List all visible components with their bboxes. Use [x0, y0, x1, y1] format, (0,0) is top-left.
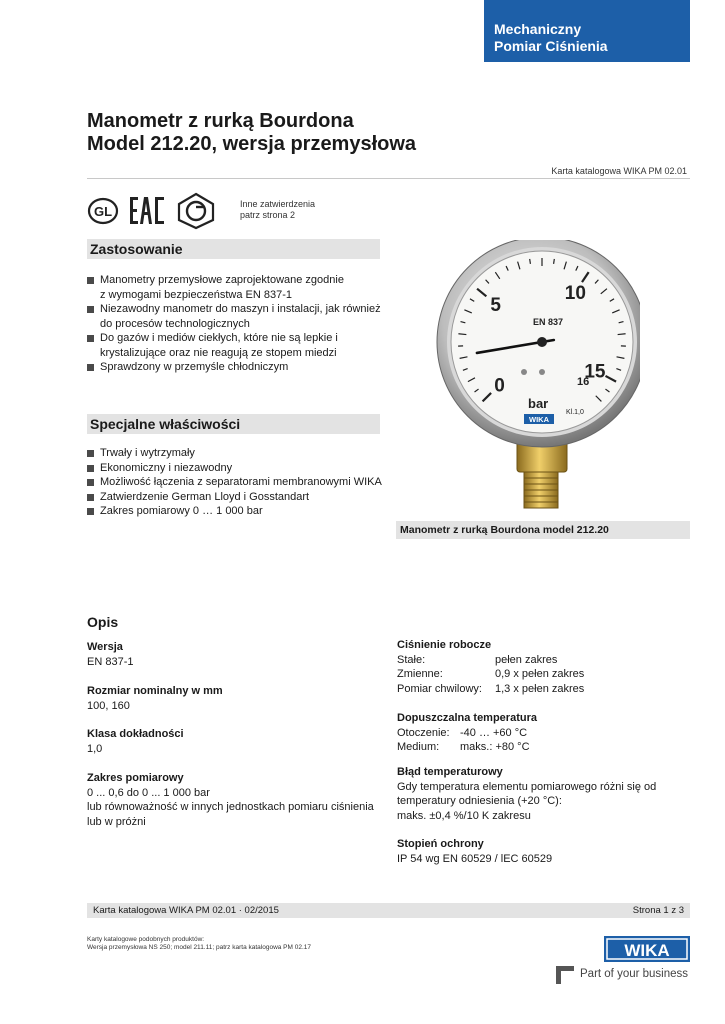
spec-key: Stałe: [397, 653, 426, 666]
tagline-text: Part of your business [580, 968, 689, 980]
list-item-text: do procesów technologicznych [100, 317, 250, 330]
list-item-text: krystalizujące oraz nie reagują ze stopem miedzi [100, 346, 337, 359]
spec-heading: Zakres pomiarowy [87, 772, 184, 784]
list-item: Możliwość łączenia z separatorami membranowymi WIKA [87, 475, 382, 490]
category-line2: Pomiar Ciśnienia [494, 38, 608, 54]
list-item [87, 302, 381, 331]
spec-cisnienie [397, 638, 584, 696]
product-image [420, 240, 640, 525]
spec-value: EN 837-1 [87, 655, 134, 668]
spec-value: temperatury odniesienia (+20 °C): [397, 795, 562, 807]
gauge-standard-label: EN 837 [533, 317, 564, 327]
spec-value: maks. ±0,4 %/10 K zakresu [397, 809, 531, 822]
list-item-text: Niezawodny manometr do maszyn i instalacji, jak również [100, 303, 381, 315]
spec-wersja [87, 640, 133, 669]
approvals-note-line1: Inne zatwierdzenia [240, 199, 316, 209]
spec-temperatura [397, 711, 537, 755]
section-heading-zastosowanie: Zastosowanie [87, 239, 380, 259]
brand-tagline [556, 965, 690, 985]
gauge-tick [458, 334, 466, 335]
wika-logo [604, 936, 690, 962]
category-box [484, 0, 690, 62]
spec-rozmiar [87, 684, 223, 713]
gauge-sub-label: 16 [577, 376, 590, 388]
spec-value: lub w próżni [87, 815, 146, 828]
spec-heading: Stopień ochrony [397, 838, 484, 850]
svg-text:GL: GL [93, 204, 113, 219]
spec-value: 0 ... 0,6 do 0 ... 1 000 bar [87, 786, 210, 799]
gauge-scale-label: 0 [494, 375, 505, 397]
spec-value: -40 … +60 °C [460, 726, 528, 739]
gauge-scale-label: 10 [564, 283, 586, 305]
gauge-scale-label: 15 [584, 361, 606, 383]
page-number: Strona 1 z 3 [632, 905, 684, 916]
approvals-note [240, 199, 315, 221]
spec-heading: Błąd temperaturowy [397, 766, 503, 778]
gauge-tick [618, 334, 626, 335]
gauge-tick [530, 259, 531, 264]
divider [87, 178, 690, 179]
tagline-square-icon [556, 966, 574, 984]
footer-doc-ref: Karta katalogowa WIKA PM 02.01 · 02/2015 [93, 905, 279, 916]
eac-mark-icon [130, 197, 164, 224]
title-line1: Manometr z rurką Bourdona [87, 110, 354, 132]
spec-value: 100, 160 [87, 699, 130, 712]
gauge-class-label: Kl.1,0 [566, 409, 584, 416]
list-item [87, 360, 381, 375]
note-line1: Karty katalogowe podobnych produktów: [87, 936, 205, 943]
list-item-text: Do gazów i mediów ciekłych, które nie są lepkie i [100, 332, 338, 344]
spec-heading: Dopuszczalna temperatura [397, 712, 537, 724]
zastosowanie-list [87, 273, 381, 375]
list-item: Zatwierdzenie German Lloyd i Gosstandart [87, 490, 382, 505]
spec-blad [397, 765, 656, 823]
page-footer [87, 903, 690, 918]
spec-value: maks.: +80 °C [460, 741, 530, 753]
list-item: Trwały i wytrzymały [87, 446, 382, 461]
approvals-note-line2: patrz strona 2 [240, 210, 296, 220]
datasheet-ref: Karta katalogowa WIKA PM 02.01 [551, 166, 687, 176]
section-heading-opis: Opis [87, 614, 119, 630]
gauge-tick [554, 259, 555, 264]
related-products-note [87, 936, 311, 952]
list-item-text: Manometry przemysłowe zaprojektowane zgodnie [100, 274, 344, 286]
list-item [87, 273, 381, 302]
section-heading-wlasciwosci: Specjalne właściwości [87, 414, 380, 434]
note-line2: Wersja przemysłowa NS 250; model 211.11; patrz karta katalogowa PM 02.17 [87, 944, 311, 951]
gost-mark-icon [179, 194, 213, 228]
spec-ochrona [397, 837, 552, 866]
list-item-text: z wymogami bezpieczeństwa EN 837-1 [100, 288, 292, 301]
spec-zakres [87, 771, 374, 829]
spec-key: Otoczenie: [397, 726, 450, 739]
spec-value: Gdy temperatura elementu pomiarowego różni się od [397, 780, 657, 793]
gl-mark-icon [89, 199, 117, 223]
spec-value: IP 54 wg EN 60529 / lEC 60529 [397, 852, 553, 865]
list-item: Ekonomiczny i niezawodny [87, 461, 382, 476]
gauge-scale-label: 5 [490, 294, 501, 316]
gauge-unit-label: bar [528, 396, 549, 411]
approval-marks [87, 190, 227, 230]
spec-key: Zmienne: [397, 668, 443, 680]
spec-heading: Klasa dokładności [87, 728, 184, 740]
spec-key: Medium: [397, 741, 440, 753]
wika-logo-text: WIKA [624, 941, 670, 960]
spec-value: lub równoważność w innych jednostkach pomiaru ciśnienia [87, 801, 374, 813]
spec-key: Pomiar chwilowy: [397, 682, 482, 695]
wlasciwosci-list [87, 446, 382, 519]
spec-value: 1,0 [87, 742, 103, 755]
list-item: Zakres pomiarowy 0 … 1 000 bar [87, 504, 382, 519]
page-title [87, 110, 416, 156]
spec-value: pełen zakres [495, 653, 558, 666]
title-line2: Model 212.20, wersja przemysłowa [87, 133, 417, 155]
spec-heading: Ciśnienie robocze [397, 639, 492, 651]
spec-heading: Wersja [87, 641, 123, 653]
spec-klasa [87, 727, 184, 756]
list-item-text: Sprawdzony w przemyśle chłodniczym [100, 361, 289, 373]
gauge-brand-label: WIKA [529, 415, 549, 424]
list-item [87, 331, 381, 360]
image-caption: Manometr z rurką Bourdona model 212.20 [396, 521, 690, 539]
spec-heading: Rozmiar nominalny w mm [87, 685, 223, 697]
pressure-gauge-icon [420, 240, 640, 525]
spec-value: 1,3 x pełen zakres [495, 682, 585, 695]
category-line1: Mechaniczny [494, 21, 582, 37]
spec-value: 0,9 x pełen zakres [495, 668, 585, 680]
